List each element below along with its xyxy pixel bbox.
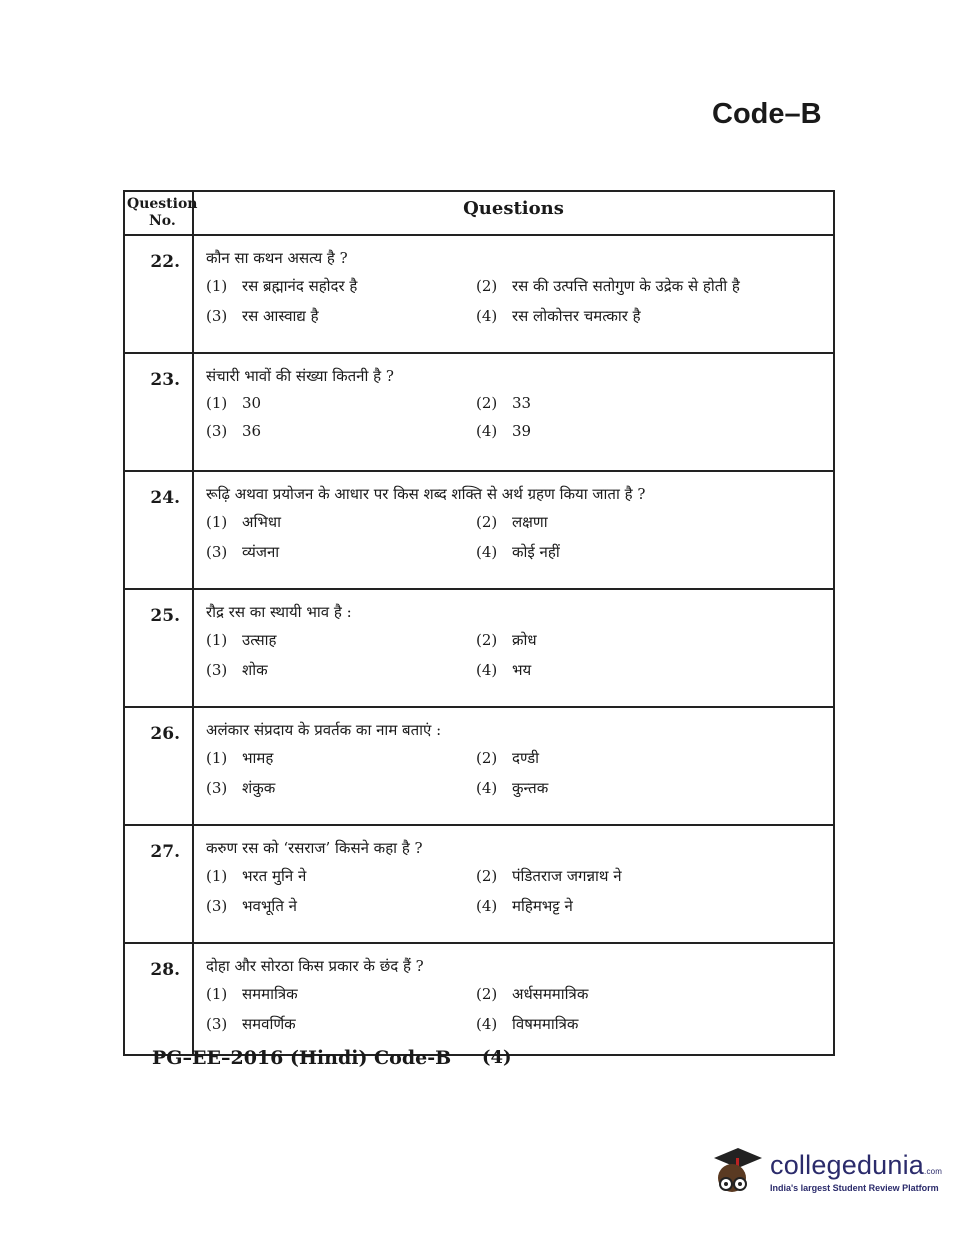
option-number: (4) [476, 897, 498, 915]
option-text: कुन्तक [512, 779, 549, 797]
question-body [194, 944, 833, 1054]
question-text: अलंकार संप्रदाय के प्रवर्तक का नाम बताएं : [206, 721, 442, 739]
question-row [125, 826, 833, 944]
option-number: (4) [476, 543, 498, 561]
option-text: भय [512, 661, 532, 679]
options-grid [206, 394, 821, 440]
option-text: 33 [512, 394, 532, 412]
question-text: संचारी भावों की संख्या कितनी है ? [206, 367, 394, 385]
option-number: (1) [206, 277, 228, 295]
option [206, 394, 476, 412]
logo-wordmark: collegedunia.com [770, 1149, 943, 1180]
option-number: (4) [476, 661, 498, 679]
option-text: दण्डी [512, 749, 540, 767]
option [476, 896, 821, 916]
option [206, 542, 476, 562]
option [476, 748, 821, 768]
table-header [125, 192, 833, 236]
option-text: शंकुक [242, 779, 276, 797]
question-text: रूढ़ि अथवा प्रयोजन के आधार पर किस शब्द शक्ति से अर्थ ग्रहण किया जाता है ? [206, 485, 646, 503]
option-number: (4) [476, 779, 498, 797]
question-row [125, 236, 833, 354]
options-grid [206, 276, 821, 326]
question-row [125, 944, 833, 1054]
option-number: (3) [206, 897, 228, 915]
option-number: (4) [476, 422, 498, 440]
option [206, 896, 476, 916]
option [206, 1014, 476, 1034]
option-number: (1) [206, 631, 228, 649]
question-body [194, 708, 833, 824]
option [476, 394, 821, 412]
question-number: 24. [125, 472, 194, 588]
question-number: 22. [125, 236, 194, 352]
option [476, 542, 821, 562]
option-number: (3) [206, 779, 228, 797]
option [206, 512, 476, 532]
option [476, 866, 821, 886]
option-text: शोक [242, 661, 268, 679]
question-number: 23. [125, 354, 194, 470]
logo-tagline: India's largest Student Review Platform [770, 1182, 939, 1193]
option-number: (1) [206, 513, 228, 531]
option-text: रस की उत्पत्ति सतोगुण के उद्रेक से होती है [512, 277, 740, 295]
option-text: रस आस्वाद्य है [242, 307, 319, 325]
column-header-questions: Questions [463, 198, 564, 219]
option [476, 306, 821, 326]
option-number: (3) [206, 543, 228, 561]
options-grid [206, 866, 821, 916]
option [476, 276, 821, 296]
option [206, 778, 476, 798]
option-number: (2) [476, 631, 498, 649]
option-number: (2) [476, 867, 498, 885]
option [476, 1014, 821, 1034]
option [206, 306, 476, 326]
option [476, 512, 821, 532]
page-number: (4) [482, 1047, 512, 1068]
option-text: कोई नहीं [512, 543, 560, 561]
question-body [194, 590, 833, 706]
option-text: व्यंजना [242, 543, 280, 561]
option-text: अभिधा [242, 513, 282, 531]
option-number: (2) [476, 277, 498, 295]
option-number: (3) [206, 1015, 228, 1033]
question-body [194, 354, 833, 470]
options-grid [206, 630, 821, 680]
question-text: रौद्र रस का स्थायी भाव है : [206, 603, 352, 621]
option-text: पंडितराज जगन्नाथ ने [512, 867, 622, 885]
option [476, 778, 821, 798]
option-number: (4) [476, 1015, 498, 1033]
option-text: 36 [242, 422, 262, 440]
collegedunia-logo [708, 1142, 942, 1200]
option [206, 866, 476, 886]
option-number: (2) [476, 985, 498, 1003]
question-body [194, 826, 833, 942]
options-grid [206, 512, 821, 562]
option-number: (3) [206, 661, 228, 679]
option-number: (2) [476, 749, 498, 767]
option [206, 660, 476, 680]
option-text: महिमभट्ट ने [512, 897, 573, 915]
option-text: भवभूति ने [242, 897, 297, 915]
question-text: कौन सा कथन असत्य है ? [206, 249, 348, 267]
option-number: (3) [206, 307, 228, 325]
option [206, 748, 476, 768]
option-number: (1) [206, 867, 228, 885]
option [206, 422, 476, 440]
option-number: (2) [476, 394, 498, 412]
option [206, 276, 476, 296]
option-number: (1) [206, 394, 228, 412]
column-header-question-no: Question No. [125, 192, 194, 234]
option-text: 30 [242, 394, 262, 412]
paper-code-title: Code–B [712, 98, 822, 130]
option [476, 660, 821, 680]
option [206, 630, 476, 650]
option-number: (3) [206, 422, 228, 440]
option [476, 630, 821, 650]
option [206, 984, 476, 1004]
option-text: समवर्णिक [242, 1015, 296, 1033]
option-number: (1) [206, 749, 228, 767]
question-text: दोहा और सोरठा किस प्रकार के छंद हैं ? [206, 957, 424, 975]
question-number: 26. [125, 708, 194, 824]
option-text: रस ब्रह्मानंद सहोदर है [242, 277, 358, 295]
option [476, 422, 821, 440]
options-grid [206, 984, 821, 1034]
paper-footer-title: PG–EE–2016 (Hindi) Code-B [152, 1047, 452, 1069]
question-text: करुण रस को ‘रसराज’ किसने कहा है ? [206, 839, 423, 857]
option-number: (1) [206, 985, 228, 1003]
option-text: 39 [512, 422, 532, 440]
question-body [194, 236, 833, 352]
option-text: उत्साह [242, 631, 277, 649]
option-text: भरत मुनि ने [242, 867, 307, 885]
question-row [125, 590, 833, 708]
question-row [125, 354, 833, 472]
option-number: (4) [476, 307, 498, 325]
question-body [194, 472, 833, 588]
option-text: लक्षणा [512, 513, 548, 531]
option-text: भामह [242, 749, 274, 767]
option [476, 984, 821, 1004]
question-row [125, 708, 833, 826]
option-text: विषममात्रिक [512, 1015, 579, 1033]
question-row [125, 472, 833, 590]
question-number: 25. [125, 590, 194, 706]
option-text: सममात्रिक [242, 985, 298, 1003]
option-text: अर्धसममात्रिक [512, 985, 589, 1003]
option-text: रस लोकोत्तर चमत्कार है [512, 307, 641, 325]
option-number: (2) [476, 513, 498, 531]
graduate-mascot-icon [708, 1142, 764, 1200]
question-number: 28. [125, 944, 194, 1054]
question-number: 27. [125, 826, 194, 942]
question-table [123, 190, 835, 1056]
option-text: क्रोध [512, 631, 537, 649]
options-grid [206, 748, 821, 798]
